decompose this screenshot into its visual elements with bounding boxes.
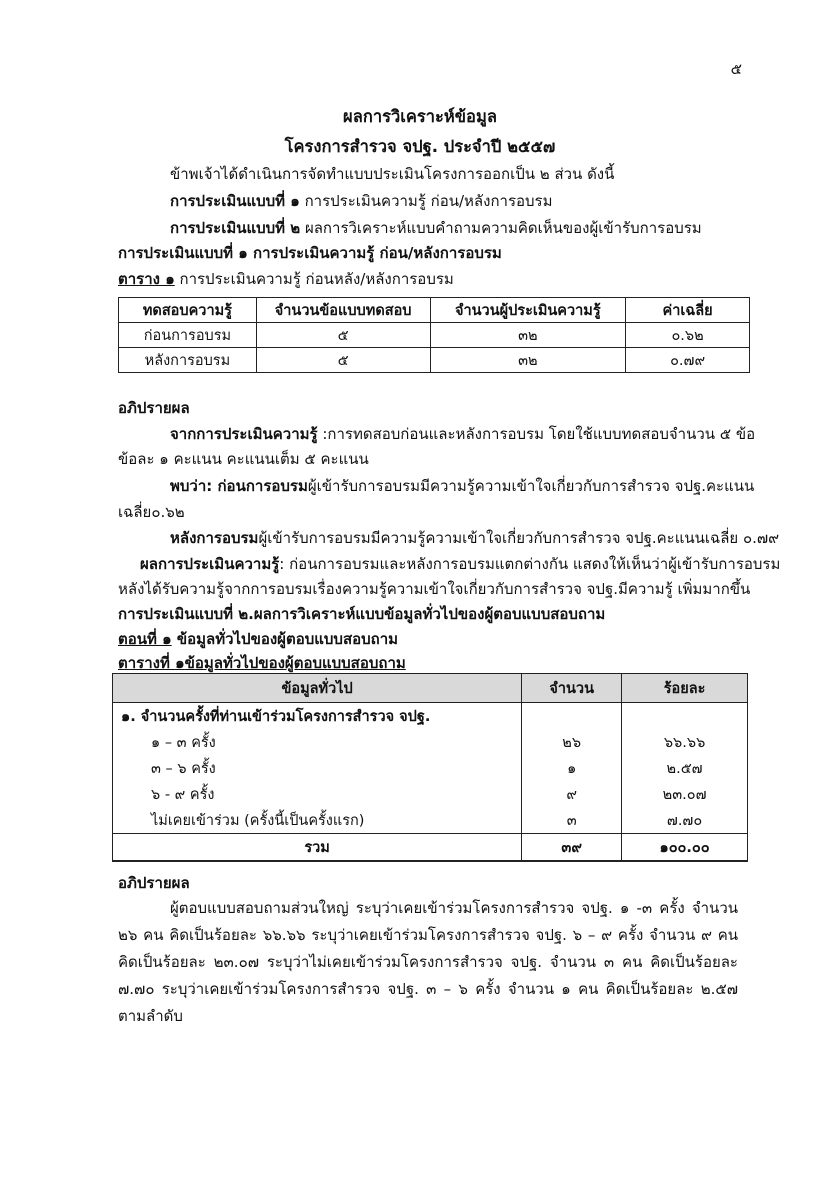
table2-caption [118, 653, 406, 673]
table-row [113, 807, 748, 834]
table-cell: ๖๖.๖๖ [622, 729, 748, 755]
part2-text: ผลการวิเคราะห์แบบคำถามความคิดเห็นของผู้เข้ารับการอบรม [300, 219, 702, 237]
table2-caption-label: ตารางที่ ๑ [118, 654, 185, 672]
discussion1-p2-cont: เฉลี่ย๐.๖๒ [118, 503, 185, 521]
discussion1-p2-text: ผู้เข้ารับการอบรมมีความรู้ความเข้าใจเกี่ยวกับการสำรวจ จปฐ.คะแนน [307, 477, 755, 495]
discussion1-p2-label: พบว่า: ก่อนการอบรม [170, 477, 308, 495]
table-cell: ๗.๗๐ [622, 807, 748, 834]
discussion1-p4-label: ผลการประเมินความรู้ [140, 555, 280, 573]
table-cell: ๓๒ [430, 348, 626, 373]
table-cell: ก่อนการอบรม [119, 323, 257, 348]
table-header: ค่าเฉลี่ย [626, 298, 750, 323]
table-cell: ไม่เคยเข้าร่วม (ครั้งนี้เป็นครั้งแรก) [113, 807, 522, 834]
table-cell: ๑ – ๓ ครั้ง [113, 729, 522, 755]
discussion1-p1-text: :การทดสอบก่อนและหลังการอบรม โดยใช้แบบทดสอบจำนวน ๕ ข้อ [317, 425, 756, 443]
part1-label: การประเมินแบบที่ ๑ [170, 192, 300, 210]
table-header: จำนวน [522, 674, 622, 703]
discussion1-p1 [170, 424, 755, 444]
table-row [119, 323, 750, 348]
discussion1-p4-text: : ก่อนการอบรมและหลังการอบรมแตกต่างกัน แสดงให้เห็นว่าผู้เข้ารับการอบรม [279, 555, 781, 573]
table-total-percent: ๑๐๐.๐๐ [622, 834, 748, 862]
doc-title: ผลการวิเคราะห์ข้อมูล [343, 107, 497, 126]
table-cell: ๕ [256, 348, 430, 373]
section2-heading: การประเมินแบบที่ ๒.ผลการวิเคราะห์แบบข้อมูลทั่วไปของผู้ตอบแบบสอบถาม [118, 605, 606, 623]
table1-caption-text: การประเมินความรู้ ก่อนหลัง/หลังการอบรม [174, 270, 454, 288]
part1-line [170, 191, 552, 211]
section1-heading: การประเมินแบบที่ ๑ การประเมินความรู้ ก่อน/หลังการอบรม [118, 244, 502, 262]
table-header: จำนวนผู้ประเมินความรู้ [430, 298, 626, 323]
table-group-label: ๑. จำนวนครั้งที่ท่านเข้าร่วมโครงการสำรวจ จปฐ. [113, 703, 522, 730]
page-number: ๕ [730, 60, 742, 78]
discussion1-p1-label: จากการประเมินความรู้ [170, 425, 318, 443]
discussion1-heading: อภิปรายผล [118, 399, 190, 417]
table-header: ทดสอบความรู้ [119, 298, 257, 323]
part-heading-label: ตอนที่ ๑ [118, 630, 172, 648]
general-info-table [112, 673, 748, 862]
part-heading-text: ข้อมูลทั่วไปของผู้ตอบแบบสอบถาม [171, 630, 399, 648]
table-cell: ๒๖ [522, 729, 622, 755]
table-cell: ๑ [522, 755, 622, 781]
table-total-count: ๓๙ [522, 834, 622, 862]
table-row [113, 781, 748, 807]
table-total-row [113, 834, 748, 862]
intro-text: ข้าพเจ้าได้ดำเนินการจัดทำแบบประเมินโครงการออกเป็น ๒ ส่วน ดังนี้ [170, 165, 615, 183]
table-header: ร้อยละ [622, 674, 748, 703]
discussion1-p4-cont: หลังได้รับความรู้จากการอบรมเรื่องความรู้ความเข้าใจเกี่ยวกับการสำรวจ จปฐ.มีความรู้ เพิ่มมากขึ้น [118, 580, 751, 598]
part-heading [118, 629, 398, 649]
table-row [113, 729, 748, 755]
discussion1-p2 [170, 476, 754, 496]
table-cell [522, 703, 622, 730]
table-cell: ๖ - ๙ ครั้ง [113, 781, 522, 807]
table-cell: ๓๒ [430, 323, 626, 348]
discussion1-p4 [140, 554, 780, 574]
table-total-label: รวม [113, 834, 522, 862]
table-cell: ๒.๕๗ [622, 755, 748, 781]
discussion1-p3-text: ผู้เข้ารับการอบรมมีความรู้ความเข้าใจเกี่ยวกับการสำรวจ จปฐ.คะแนนเฉลี่ย ๐.๗๙ [258, 529, 780, 547]
table-header-row [119, 298, 750, 323]
table-header: จำนวนข้อแบบทดสอบ [256, 298, 430, 323]
discussion2-paragraph: ผู้ตอบแบบสอบถามส่วนใหญ่ ระบุว่าเคยเข้าร่วมโครงการสำรวจ จปฐ. ๑ -๓ ครั้ง จำนวน ๒๖ คน คิดเป็นร้อยละ ๖๖.๖๖ ระบุว่าเคยเข้าร่วมโครงการสำรวจ จปฐ. ๖ – ๙ ครั้ง จำนวน ๙ คน คิดเป็นร้อยละ ๒๓.๐๗ ระบุว่าไม่เคยเข้าร่วมโครงการสำรวจ จปฐ. จำนวน ๓ คน คิดเป็นร้อยละ ๗.๗๐ ระบุว่าเคยเข้าร่วมโครงการสำรวจ จปฐ. ๓ – ๖ ครั้ง จำนวน ๑ คน คิดเป็นร้อยละ ๒.๕๗ ตามลำดับ [118, 899, 738, 1025]
discussion2-heading: อภิปรายผล [118, 874, 190, 892]
table-group-row [113, 703, 748, 730]
table-cell: ๙ [522, 781, 622, 807]
table-cell: ๓ [522, 807, 622, 834]
table1-caption-label: ตาราง ๑ [118, 270, 175, 288]
part1-text: การประเมินความรู้ ก่อน/หลังการอบรม [299, 192, 553, 210]
table-cell: ๐.๗๙ [626, 348, 750, 373]
part2-label: การประเมินแบบที่ ๒ [170, 219, 301, 237]
doc-subtitle: โครงการสำรวจ จปฐ. ประจำปี ๒๕๕๗ [284, 137, 556, 156]
table-header-row [113, 674, 748, 703]
table-cell [622, 703, 748, 730]
table-cell: ๐.๖๒ [626, 323, 750, 348]
table-cell: ๓ – ๖ ครั้ง [113, 755, 522, 781]
knowledge-table [118, 297, 750, 373]
discussion1-p3 [170, 528, 779, 548]
table-header: ข้อมูลทั่วไป [113, 674, 522, 703]
table-cell: ๒๓.๐๗ [622, 781, 748, 807]
discussion1-p1-cont: ข้อละ ๑ คะแนน คะแนนเต็ม ๕ คะแนน [118, 450, 369, 468]
table2-caption-text: ข้อมูลทั่วไปของผู้ตอบแบบสอบถาม [184, 654, 406, 672]
table-row [119, 348, 750, 373]
part2-line [170, 218, 702, 238]
table-row [113, 755, 748, 781]
table1-caption [118, 269, 454, 289]
table-cell: ๕ [256, 323, 430, 348]
discussion1-p3-label: หลังการอบรม [170, 529, 259, 547]
table-cell: หลังการอบรม [119, 348, 257, 373]
